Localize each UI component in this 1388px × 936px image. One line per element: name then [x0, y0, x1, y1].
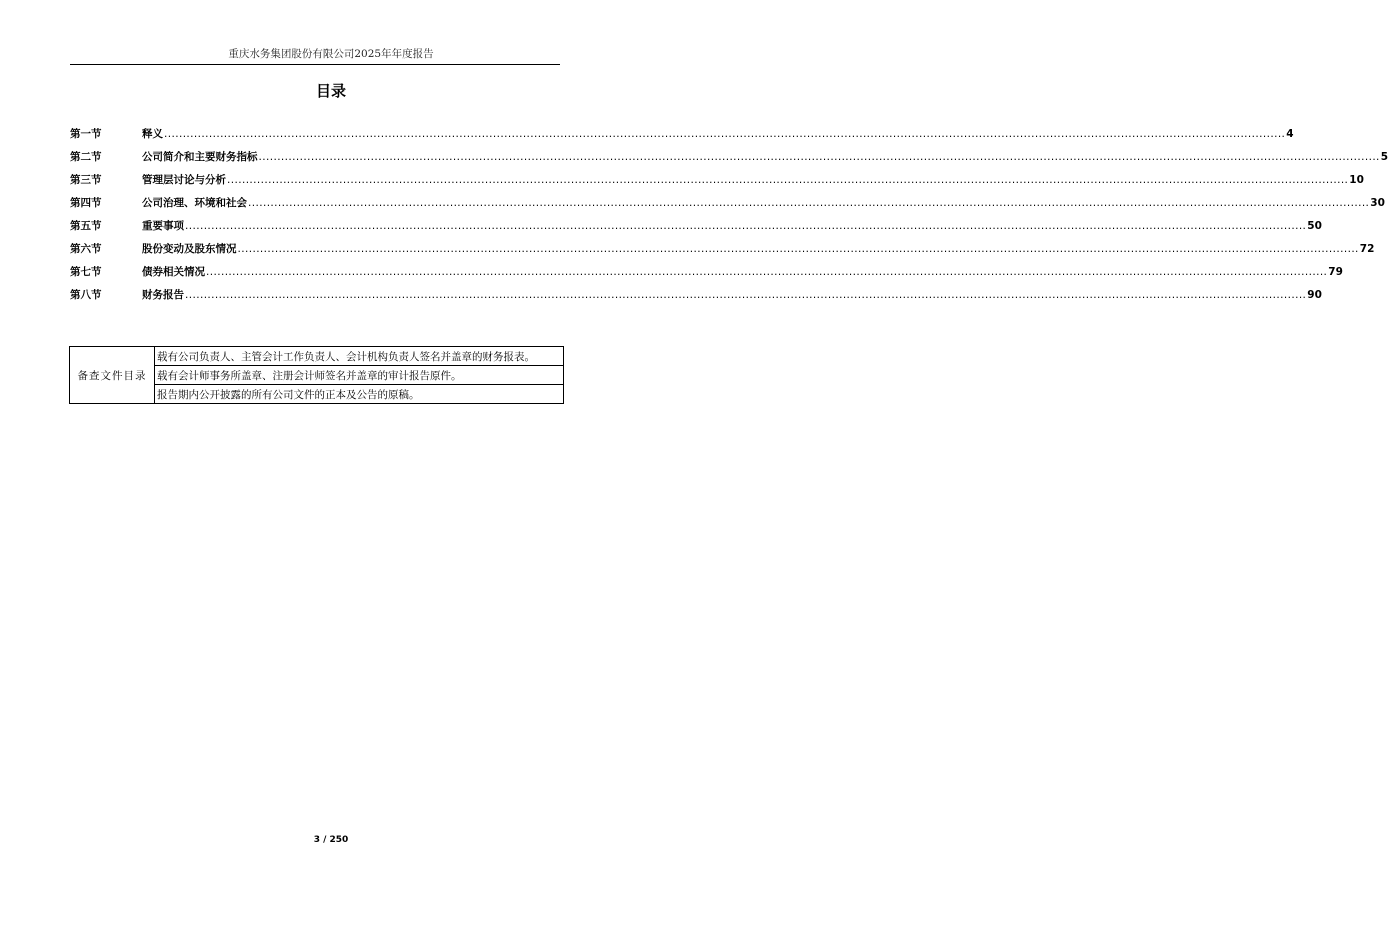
- toc-leader-dots: ............................................................................................................................................................................................................................................................................................................: [164, 128, 1286, 140]
- toc-page-number: 72: [1359, 243, 1375, 255]
- toc-entry[interactable]: [70, 287, 1322, 310]
- reference-docs-label: 备查文件目录: [70, 347, 155, 404]
- toc-section-number: 第五节: [70, 220, 102, 232]
- page-number: 3 / 250: [313, 835, 349, 845]
- toc-entry[interactable]: [70, 218, 1322, 241]
- reference-doc-item: 载有公司负责人、主管会计工作负责人、会计机构负责人签名并盖章的财务报表。: [155, 347, 564, 366]
- toc-section-name: 公司治理、环境和社会: [142, 197, 247, 209]
- toc-leader-dots: ............................................................................................................................................................................................................................................................................................................: [206, 266, 1328, 278]
- toc-leader-dots: ............................................................................................................................................................................................................................................................................................................: [227, 174, 1349, 186]
- toc-section-number: 第三节: [70, 174, 102, 186]
- toc-entry[interactable]: [70, 195, 1385, 218]
- toc-section-name: 公司简介和主要财务指标: [142, 151, 258, 163]
- toc-leader-dots: ............................................................................................................................................................................................................................................................................................................: [258, 151, 1380, 163]
- reference-documents-table: [69, 346, 564, 404]
- toc-section-number: 第六节: [70, 243, 102, 255]
- reference-doc-item: 载有会计师事务所盖章、注册会计师签名并盖章的审计报告原件。: [155, 366, 564, 385]
- page-header: 重庆水务集团股份有限公司2025年年度报告: [228, 48, 434, 60]
- toc-entry[interactable]: [70, 126, 1294, 149]
- toc-section-number: 第一节: [70, 128, 102, 140]
- toc-section-name: 管理层讨论与分析: [142, 174, 226, 186]
- toc-page-number: 90: [1307, 289, 1322, 301]
- toc-section-name: 释义: [142, 128, 163, 140]
- table-row: [70, 347, 564, 366]
- toc-section-number: 第四节: [70, 197, 102, 209]
- toc-list: [70, 126, 1388, 310]
- reference-doc-item: 报告期内公开披露的所有公司文件的正本及公告的原稿。: [155, 385, 564, 404]
- toc-leader-dots: ............................................................................................................................................................................................................................................................................................................: [248, 197, 1370, 209]
- toc-entry[interactable]: [70, 241, 1375, 264]
- toc-section-number: 第八节: [70, 289, 102, 301]
- toc-section-name: 债券相关情况: [142, 266, 205, 278]
- toc-page-number: 5: [1380, 151, 1388, 163]
- header-divider: [70, 64, 560, 65]
- toc-leader-dots: ............................................................................................................................................................................................................................................................................................................: [185, 289, 1307, 301]
- toc-page-number: 4: [1286, 128, 1294, 140]
- toc-page-number: 79: [1328, 266, 1343, 278]
- toc-section-number: 第二节: [70, 151, 102, 163]
- toc-title: 目录: [315, 82, 346, 100]
- toc-section-name: 股份变动及股东情况: [142, 243, 237, 255]
- toc-entry[interactable]: [70, 264, 1343, 287]
- toc-section-name: 财务报告: [142, 289, 184, 301]
- toc-entry[interactable]: [70, 172, 1364, 195]
- toc-entry[interactable]: [70, 149, 1388, 172]
- toc-page-number: 10: [1349, 174, 1364, 186]
- toc-section-number: 第七节: [70, 266, 102, 278]
- toc-leader-dots: ............................................................................................................................................................................................................................................................................................................: [237, 243, 1359, 255]
- toc-leader-dots: ............................................................................................................................................................................................................................................................................................................: [185, 220, 1307, 232]
- toc-section-name: 重要事项: [142, 220, 184, 232]
- toc-page-number: 30: [1370, 197, 1385, 209]
- toc-page-number: 50: [1307, 220, 1322, 232]
